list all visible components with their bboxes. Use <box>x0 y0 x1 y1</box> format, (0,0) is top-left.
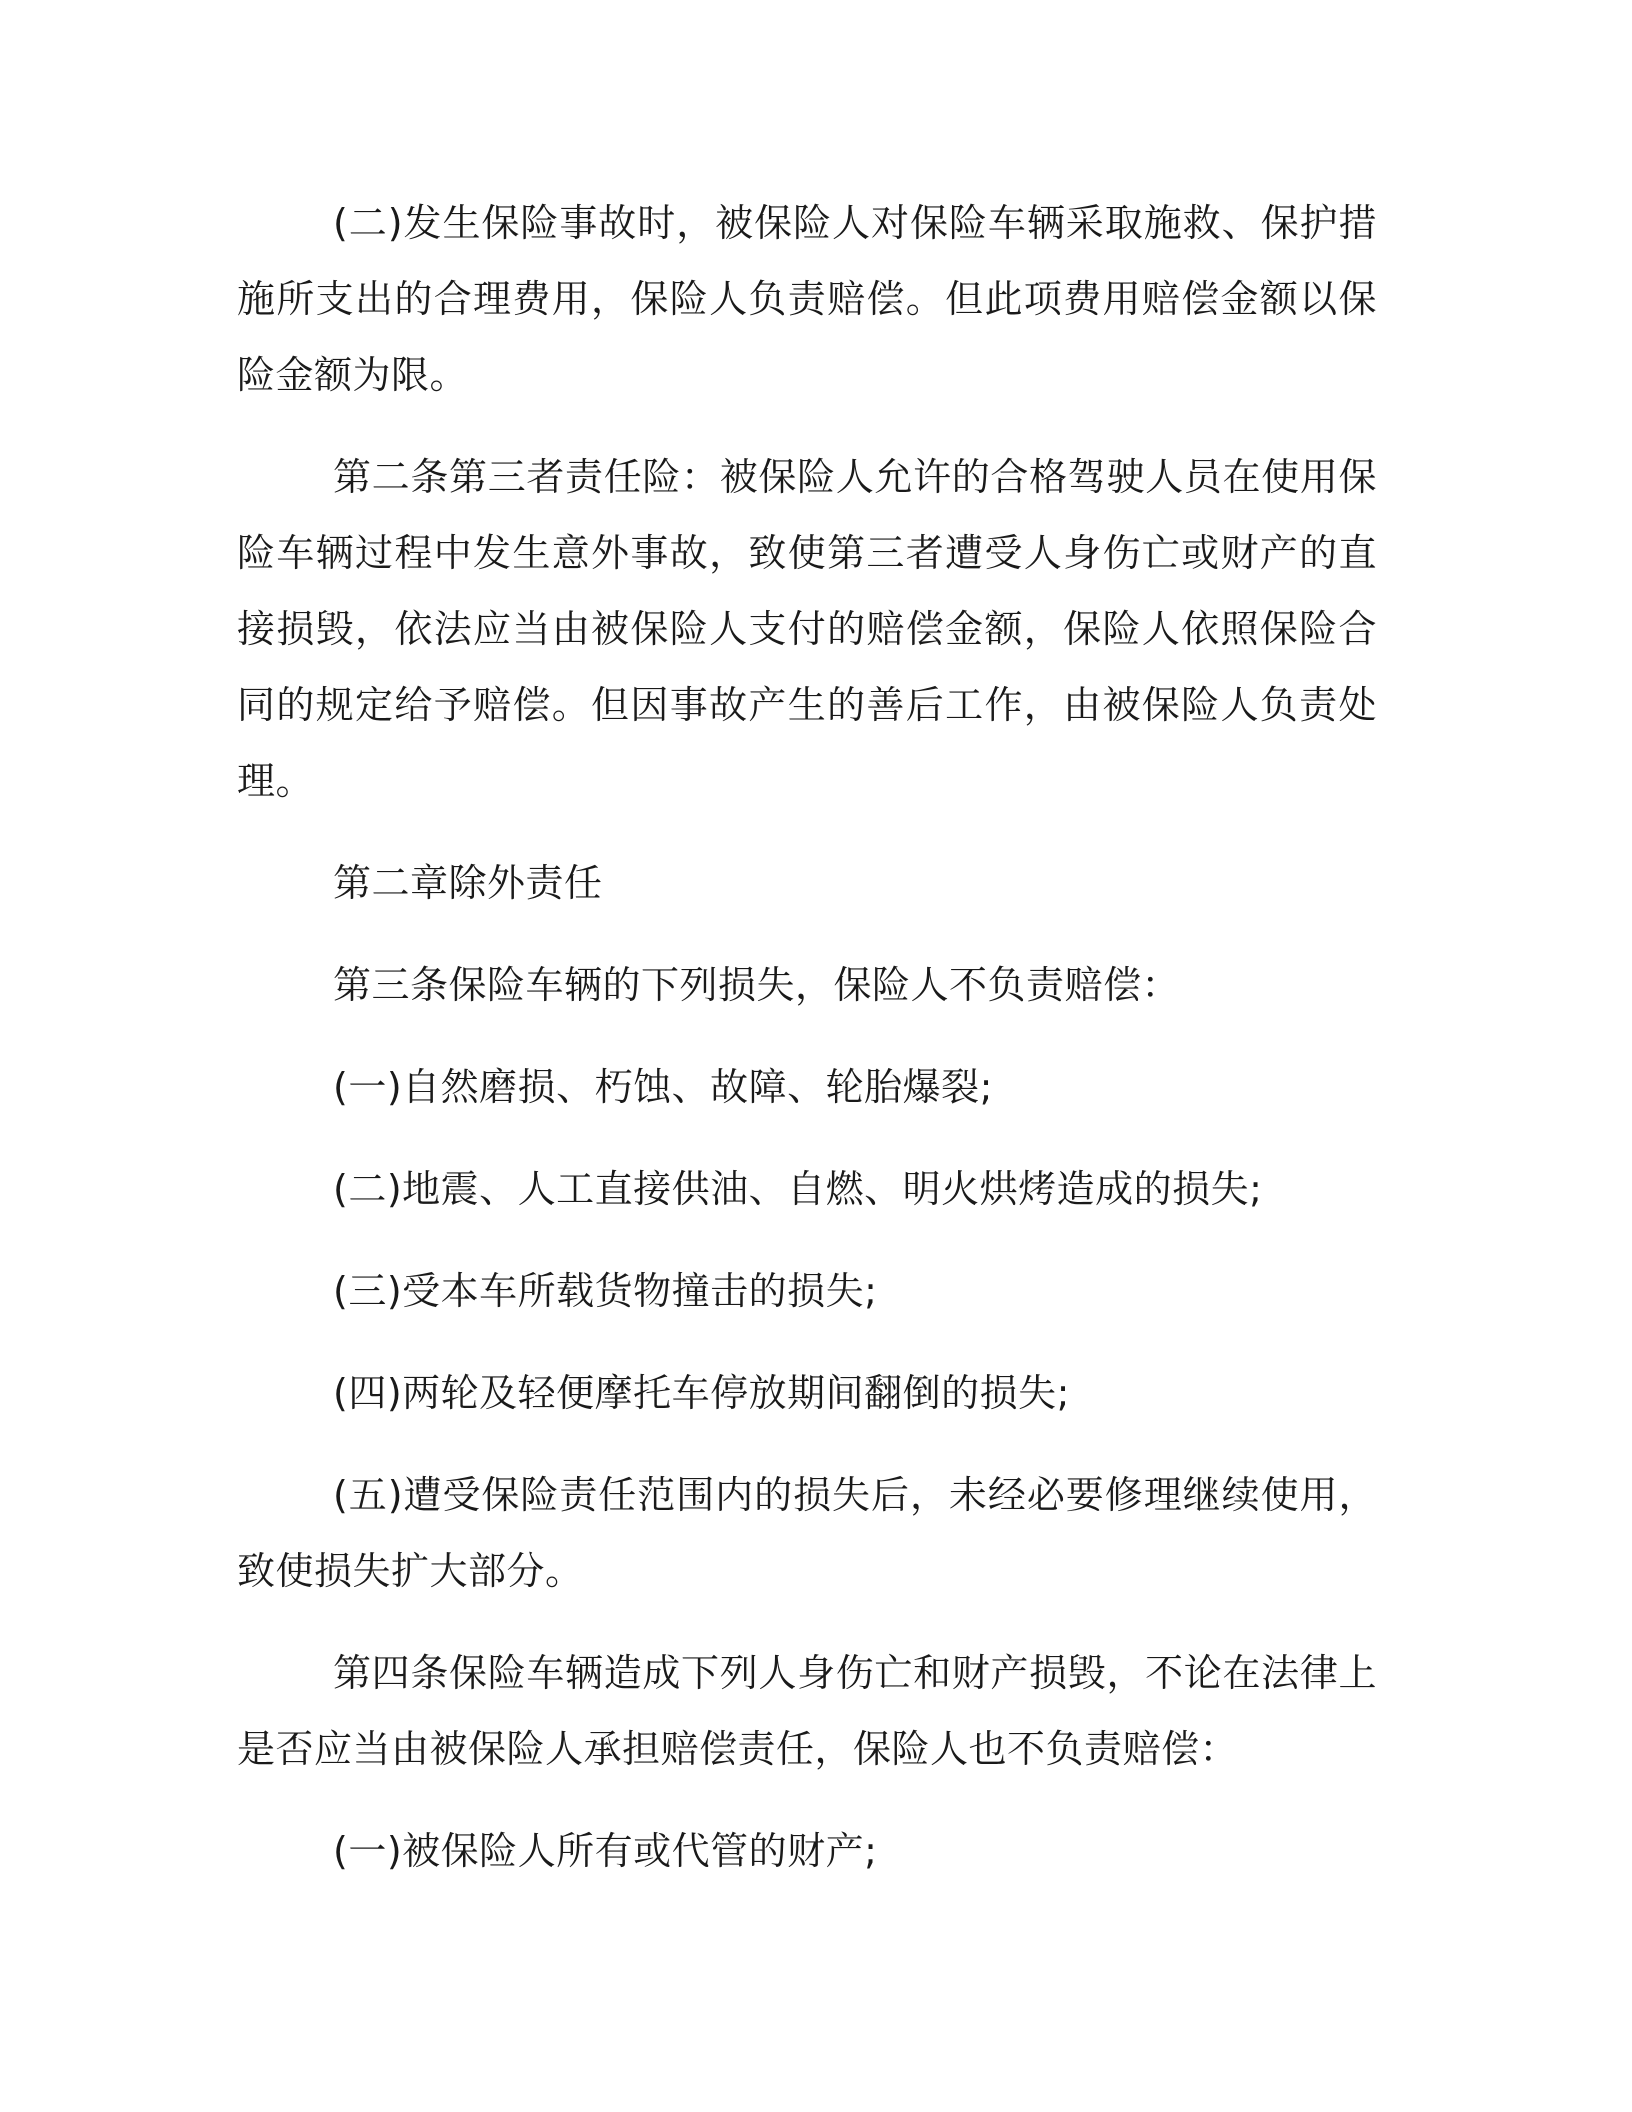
paragraph-article-2-third-party-liability: 第二条第三者责任险：被保险人允许的合格驾驶人员在使用保险车辆过程中发生意外事故，致使第三者遭受人身伤亡或财产的直接损毁，依法应当由被保险人支付的赔偿金额，保险人依照保险合同的规定给予赔偿。但因事故产生的善后工作，由被保险人负责处理。 <box>237 455 1377 803</box>
list-item-3-4: (四)两轮及轻便摩托车停放期间翻倒的损失; <box>333 1371 1070 1415</box>
list-item-3-3: (三)受本车所载货物撞击的损失; <box>333 1269 878 1313</box>
chapter-heading-exclusions: 第二章除外责任 <box>333 861 603 905</box>
list-item-3-2: (二)地震、人工直接供油、自燃、明火烘烤造成的损失; <box>333 1167 1263 1211</box>
paragraph-rescue-costs: (二)发生保险事故时，被保险人对保险车辆采取施救、保护措施所支出的合理费用，保险人负责赔偿。但此项费用赔偿金额以保险金额为限。 <box>237 201 1377 397</box>
paragraph-article-3: 第三条保险车辆的下列损失，保险人不负责赔偿： <box>333 963 1181 1007</box>
list-item-3-1: (一)自然磨损、朽蚀、故障、轮胎爆裂; <box>333 1065 993 1109</box>
document-body <box>237 185 1377 1915</box>
paragraph-article-4: 第四条保险车辆造成下列人身伤亡和财产损毁，不论在法律上是否应当由被保险人承担赔偿责任，保险人也不负责赔偿： <box>237 1651 1377 1771</box>
list-item-3-5: (五)遭受保险责任范围内的损失后，未经必要修理继续使用，致使损失扩大部分。 <box>237 1473 1377 1593</box>
list-item-4-1: (一)被保险人所有或代管的财产; <box>333 1829 878 1873</box>
